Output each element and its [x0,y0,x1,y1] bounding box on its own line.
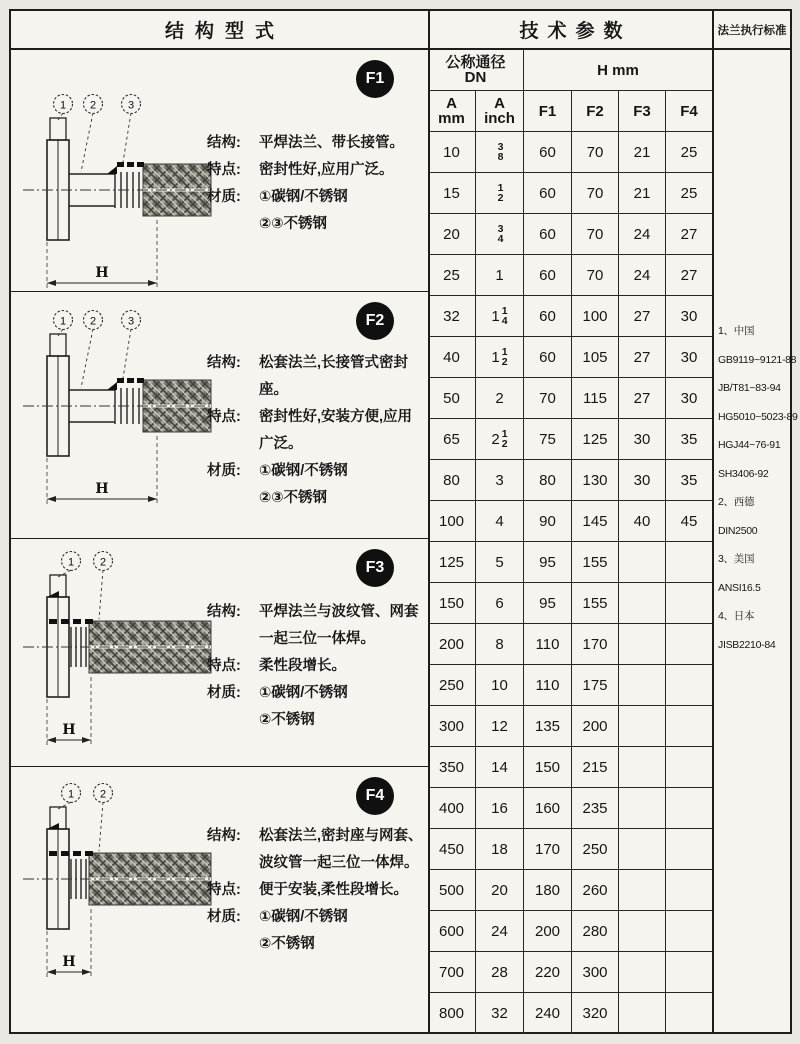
cell-r3-c2: 3 4 [476,214,524,255]
cell-r9-c6: 35 [666,460,712,501]
cell-r13-c6 [666,624,712,665]
cell-r9-c4: 130 [572,460,619,501]
cell-r15-c5 [619,706,666,747]
cell-r1-c4: 70 [572,132,619,173]
note-text: 密封性好,应用广泛。 [259,162,394,178]
cell-r6-c2: 1 1 2 [476,337,524,378]
cell-r16-c2: 14 [476,747,524,788]
cell-r17-c1: 400 [428,788,476,829]
note-row [207,599,423,653]
cell-r14-c2: 10 [476,665,524,706]
cell-r13-c1: 200 [428,624,476,665]
cell-r11-c3: 95 [524,542,572,583]
callout-number: 1 [67,556,75,569]
callout-number: 3 [127,99,135,112]
cell-r16-c6 [666,747,712,788]
note-row [207,931,423,958]
column-header-a-mm [428,91,476,132]
cell-r7-c1: 50 [428,378,476,419]
cell-r22-c1: 800 [428,993,476,1034]
cell-r3-c3: 60 [524,214,572,255]
cell-r4-c4: 70 [572,255,619,296]
cell-r7-c6: 30 [666,378,712,419]
cell-r16-c5 [619,747,666,788]
cell-r15-c2: 12 [476,706,524,747]
callout-number: 1 [59,315,67,328]
dn-sub: DN [464,69,487,86]
note-row [207,130,423,157]
standards-item: 4、日本 [718,610,755,623]
cell-r5-c5: 27 [619,296,666,337]
note-label [207,485,259,512]
cell-r19-c3: 180 [524,870,572,911]
weld-mark [47,591,59,597]
callout-number: 2 [99,556,107,569]
type-badge-f1: F1 [356,60,394,98]
cell-r1-c3: 60 [524,132,572,173]
cell-r3-c4: 70 [572,214,619,255]
cell-r15-c1: 300 [428,706,476,747]
note-row [207,184,423,211]
note-text: ①碳钢/不锈钢 [259,189,348,205]
cell-r12-c4: 155 [572,583,619,624]
cell-r20-c5 [619,911,666,952]
callout-number: 2 [89,99,97,112]
cell-r14-c3: 110 [524,665,572,706]
cell-r10-c2: 4 [476,501,524,542]
cell-r16-c1: 350 [428,747,476,788]
cell-r15-c6 [666,706,712,747]
cell-r21-c2: 28 [476,952,524,993]
weld-mark [107,166,117,174]
note-text: ②不锈钢 [259,936,315,952]
cell-r17-c4: 235 [572,788,619,829]
note-row [207,904,423,931]
cell-r20-c1: 600 [428,911,476,952]
note-row [207,157,423,184]
standards-item: HGJ44~76-91 [718,439,781,452]
cell-r6-c6: 30 [666,337,712,378]
standards-item: ANSI16.5 [718,581,761,594]
standards-item: GB9119~9121-88 [718,353,797,366]
a-mm-line1: A [446,95,457,112]
note-text: 便于安装,柔性段增长。 [259,882,409,898]
type-badge-f2: F2 [356,302,394,340]
note-label: 材质: [207,909,241,925]
note-label: 特点: [207,882,241,898]
cell-r1-c1: 10 [428,132,476,173]
weld-mark [47,823,59,829]
cell-r5-c2: 1 1 4 [476,296,524,337]
catalog-sheet [9,9,798,1034]
cell-r19-c4: 260 [572,870,619,911]
cell-r8-c5: 30 [619,419,666,460]
note-label [207,707,259,734]
cell-r8-c2: 2 1 2 [476,419,524,460]
note-label: 结构: [207,604,241,620]
section-f4 [11,767,428,1030]
note-label: 材质: [207,685,241,701]
note-text: 松套法兰,长接管式密封座。 [259,355,409,398]
cell-r18-c4: 250 [572,829,619,870]
cell-r17-c6 [666,788,712,829]
section-notes [207,823,423,958]
h-dimension-label: H [95,481,109,497]
cell-r1-c6: 25 [666,132,712,173]
header-structure-title: 结构型式 [164,21,285,42]
standards-item: DIN2500 [718,524,758,537]
note-text: ①碳钢/不锈钢 [259,463,348,479]
cell-r20-c2: 24 [476,911,524,952]
cell-r11-c1: 125 [428,542,476,583]
h-dimension-label: H [62,954,76,970]
header-params-title: 技术参数 [519,21,632,42]
cell-r17-c2: 16 [476,788,524,829]
cell-r7-c5: 27 [619,378,666,419]
note-label: 结构: [207,355,241,371]
cell-r18-c1: 450 [428,829,476,870]
cell-r9-c1: 80 [428,460,476,501]
section-f3 [11,539,428,767]
cell-r14-c1: 250 [428,665,476,706]
cell-r15-c4: 200 [572,706,619,747]
note-text: 平焊法兰、带长接管。 [259,135,404,151]
column-header-f2: F2 [572,91,619,132]
a-mm-line2: mm [438,110,465,127]
column-header-f3: F3 [619,91,666,132]
flange-hub [50,118,66,140]
cell-r17-c5 [619,788,666,829]
standards-item: 2、西德 [718,496,755,509]
cell-r3-c6: 27 [666,214,712,255]
cell-r6-c4: 105 [572,337,619,378]
column-header-f1: F1 [524,91,572,132]
cell-r2-c6: 25 [666,173,712,214]
cell-r14-c6 [666,665,712,706]
callout-number: 1 [59,99,67,112]
cell-r12-c2: 6 [476,583,524,624]
column-header-hmm: H mm [524,50,712,91]
standards-list [714,317,798,659]
structure-diagram [19,779,215,994]
cell-r11-c4: 155 [572,542,619,583]
cell-r4-c5: 24 [619,255,666,296]
note-row [207,485,423,512]
a-inch-line1: A [494,95,505,112]
cell-r5-c4: 100 [572,296,619,337]
cell-r18-c2: 18 [476,829,524,870]
cell-r18-c5 [619,829,666,870]
h-dimension-label: H [62,722,76,738]
structure-diagram [19,90,215,305]
note-label: 特点: [207,162,241,178]
cell-r16-c3: 150 [524,747,572,788]
note-row [207,707,423,734]
cell-r18-c6 [666,829,712,870]
cell-r10-c5: 40 [619,501,666,542]
callout-number: 3 [127,315,135,328]
cell-r11-c2: 5 [476,542,524,583]
column-header-dn [428,50,524,91]
cell-r14-c4: 175 [572,665,619,706]
cell-r9-c2: 3 [476,460,524,501]
cell-r4-c1: 25 [428,255,476,296]
section-f2 [11,292,428,539]
cell-r2-c2: 1 2 [476,173,524,214]
cell-r8-c1: 65 [428,419,476,460]
header-standards-title: 法兰执行标准 [717,24,787,37]
cell-r13-c4: 170 [572,624,619,665]
cell-r16-c4: 215 [572,747,619,788]
cell-r5-c3: 60 [524,296,572,337]
note-row [207,404,423,458]
cell-r2-c3: 60 [524,173,572,214]
a-inch-line2: inch [484,110,515,127]
cell-r7-c3: 70 [524,378,572,419]
note-text: ②不锈钢 [259,712,315,728]
cell-r7-c4: 115 [572,378,619,419]
note-label: 结构: [207,135,241,151]
section-notes [207,599,423,734]
cell-r22-c3: 240 [524,993,572,1034]
section-notes [207,350,423,512]
section-notes [207,130,423,238]
cell-r10-c1: 100 [428,501,476,542]
note-label: 特点: [207,658,241,674]
callout-number: 2 [89,315,97,328]
cell-r5-c1: 32 [428,296,476,337]
note-row [207,211,423,238]
cell-r4-c6: 27 [666,255,712,296]
cell-r6-c1: 40 [428,337,476,378]
cell-r10-c4: 145 [572,501,619,542]
note-row [207,823,423,877]
note-label [207,931,259,958]
cell-r3-c5: 24 [619,214,666,255]
note-label: 材质: [207,463,241,479]
note-row [207,653,423,680]
note-row [207,350,423,404]
cell-r20-c3: 200 [524,911,572,952]
structure-diagram [19,547,215,762]
type-badge-f4: F4 [356,777,394,815]
cell-r20-c6 [666,911,712,952]
dn-title: 公称通径 [445,54,506,71]
cell-r21-c5 [619,952,666,993]
standards-item: JISB2210-84 [718,638,776,651]
cell-r8-c3: 75 [524,419,572,460]
note-text: 松套法兰,密封座与网套、波纹管一起三位一体焊。 [259,828,423,871]
cell-r14-c5 [619,665,666,706]
cell-r4-c2: 1 [476,255,524,296]
cell-r19-c2: 20 [476,870,524,911]
cell-r12-c3: 95 [524,583,572,624]
note-text: ②③不锈钢 [259,216,328,232]
cell-r9-c5: 30 [619,460,666,501]
column-header-a-inch [476,91,524,132]
cell-r7-c2: 2 [476,378,524,419]
h-dimension-label: H [95,265,109,281]
note-row [207,458,423,485]
cell-r12-c6 [666,583,712,624]
cell-r21-c4: 300 [572,952,619,993]
cell-r21-c1: 700 [428,952,476,993]
standards-item: 3、美国 [718,553,755,566]
cell-r10-c6: 45 [666,501,712,542]
cell-r20-c4: 280 [572,911,619,952]
column-header-f4: F4 [666,91,712,132]
cell-r19-c5 [619,870,666,911]
note-text: ②③不锈钢 [259,490,328,506]
cell-r2-c5: 21 [619,173,666,214]
note-row [207,680,423,707]
cell-r11-c5 [619,542,666,583]
cell-r13-c3: 110 [524,624,572,665]
note-text: ①碳钢/不锈钢 [259,685,348,701]
cell-r6-c5: 27 [619,337,666,378]
note-row [207,877,423,904]
cell-r22-c4: 320 [572,993,619,1034]
note-text: 柔性段增长。 [259,658,346,674]
cell-r18-c3: 170 [524,829,572,870]
cell-r2-c4: 70 [572,173,619,214]
cell-r8-c4: 125 [572,419,619,460]
note-label: 结构: [207,828,241,844]
cell-r8-c6: 35 [666,419,712,460]
cell-r9-c3: 80 [524,460,572,501]
cell-r19-c6 [666,870,712,911]
standards-item: JB/T81~83-94 [718,382,781,395]
cell-r3-c1: 20 [428,214,476,255]
weld-mark [107,382,117,390]
flange-hub [50,334,66,356]
note-text: ①碳钢/不锈钢 [259,909,348,925]
parameters-table [428,50,712,1034]
cell-r5-c6: 30 [666,296,712,337]
cell-r12-c1: 150 [428,583,476,624]
structure-diagram [19,306,215,521]
cell-r21-c6 [666,952,712,993]
cell-r22-c5 [619,993,666,1034]
cell-r22-c2: 32 [476,993,524,1034]
cell-r19-c1: 500 [428,870,476,911]
cell-r11-c6 [666,542,712,583]
callout-number: 2 [99,788,107,801]
callout-number: 1 [67,788,75,801]
section-f1 [11,50,428,292]
cell-r13-c2: 8 [476,624,524,665]
cell-r22-c6 [666,993,712,1034]
cell-r4-c3: 60 [524,255,572,296]
cell-r21-c3: 220 [524,952,572,993]
note-text: 密封性好,安装方便,应用广泛。 [259,409,413,452]
standards-item: HG5010~5023-89 [718,410,798,423]
note-label: 特点: [207,409,241,425]
cell-r12-c5 [619,583,666,624]
cell-r6-c3: 60 [524,337,572,378]
type-badge-f3: F3 [356,549,394,587]
cell-r13-c5 [619,624,666,665]
note-label [207,211,259,238]
standards-item: SH3406-92 [718,467,769,480]
standards-item: 1、中国 [718,325,755,338]
cell-r17-c3: 160 [524,788,572,829]
note-text: 平焊法兰与波纹管、网套一起三位一体焊。 [259,604,419,647]
cell-r2-c1: 15 [428,173,476,214]
cell-r1-c5: 21 [619,132,666,173]
note-label: 材质: [207,189,241,205]
cell-r15-c3: 135 [524,706,572,747]
structure-column [11,50,428,1030]
cell-r1-c2: 3 8 [476,132,524,173]
cell-r10-c3: 90 [524,501,572,542]
